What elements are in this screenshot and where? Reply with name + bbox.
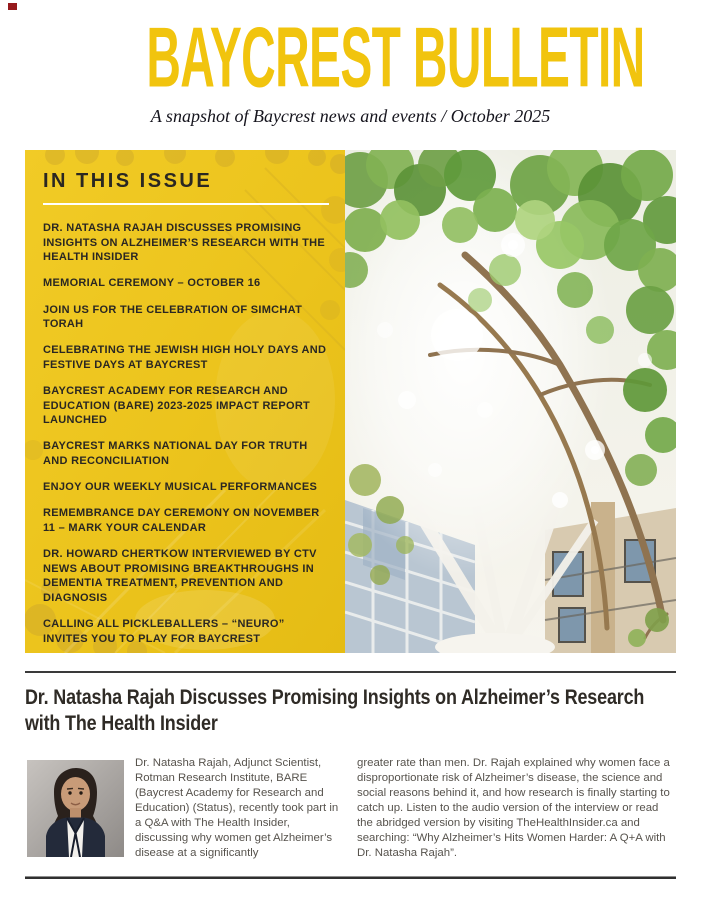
masthead — [0, 10, 701, 106]
section-divider — [25, 671, 676, 673]
article-column-left — [27, 756, 347, 861]
issue-heading-rule — [43, 203, 329, 205]
issue-heading: IN THIS ISSUE — [43, 170, 213, 192]
issue-item-truth-reconciliation[interactable]: BAYCREST MARKS NATIONAL DAY FOR TRUTH AND RECONCILIATION — [43, 440, 308, 467]
footer-rule — [25, 876, 676, 879]
newsletter-subtitle: A snapshot of Baycrest news and events / October 2025 — [150, 106, 551, 126]
issue-item-musical[interactable]: ENJOY OUR WEEKLY MUSICAL PERFORMANCES — [43, 481, 318, 494]
issue-item-chertkow[interactable]: DR. HOWARD CHERTKOW INTERVIEWED BY CTV NEWS ABOUT PROMISING BREAKTHROUGHS IN DEMENTIA TREATMENT, PREVENTION AND DIAGNOSIS — [43, 548, 317, 604]
issue-item-rajah[interactable]: DR. NATASHA RAJAH DISCUSSES PROMISING INSIGHTS ON ALZHEIMER’S RESEARCH WITH THE HEALTH INSIDER — [43, 222, 326, 264]
issue-item-remembrance[interactable]: REMEMBRANCE DAY CEREMONY ON NOVEMBER 11 – MARK YOUR CALENDAR — [43, 507, 320, 534]
issue-item-simchat-torah[interactable]: JOIN US FOR THE CELEBRATION OF SIMCHAT TORAH — [43, 303, 303, 331]
article-title: Dr. Natasha Rajah Discusses Promising Insights on Alzheimer’s Research with The Health Insider — [25, 685, 645, 735]
article-text-right: greater rate than men. Dr. Rajah explained why women face a disproportionate risk of Alzheimer’s disease, the science and social reasons behind it, and how research is finally starting to catch up. Listen to the audio version of the interview or read the abridged version by visiting TheHealthInsider.ca and searching: “Why Alzheimer’s Hits Women Harder: A Q+A with Dr. Natasha Rajah”. — [357, 757, 670, 859]
newsletter-title: BAYCREST BULLETIN — [146, 10, 645, 106]
issue-item-memorial[interactable]: MEMORIAL CEREMONY – OCTOBER 16 — [43, 277, 261, 290]
atrium-trees-photo — [345, 150, 676, 653]
issue-item-bare-report[interactable]: BAYCREST ACADEMY FOR RESEARCH AND EDUCATION (BARE) 2023-2025 IMPACT REPORT LAUNCHED — [43, 385, 311, 427]
article-text-left: Dr. Natasha Rajah, Adjunct Scientist, Rotman Research Institute, BARE (Baycrest Academy for Research and Education) (Status), recently took part in a Q&A with The Health Insider, discussing why women get Alzheimer’s disease at a significantly — [135, 757, 339, 859]
issue-item-pickleball[interactable]: CALLING ALL PICKLEBALLERS – “NEURO” INVITES YOU TO PLAY FOR BAYCREST — [43, 618, 285, 645]
in-this-issue-panel — [25, 150, 345, 653]
corner-mark — [8, 3, 17, 10]
dr-rajah-portrait-photo — [27, 760, 124, 857]
issue-item-high-holy-days[interactable]: CELEBRATING THE JEWISH HIGH HOLY DAYS AND FESTIVE DAYS AT BAYCREST — [43, 344, 327, 371]
issue-list — [43, 170, 331, 653]
